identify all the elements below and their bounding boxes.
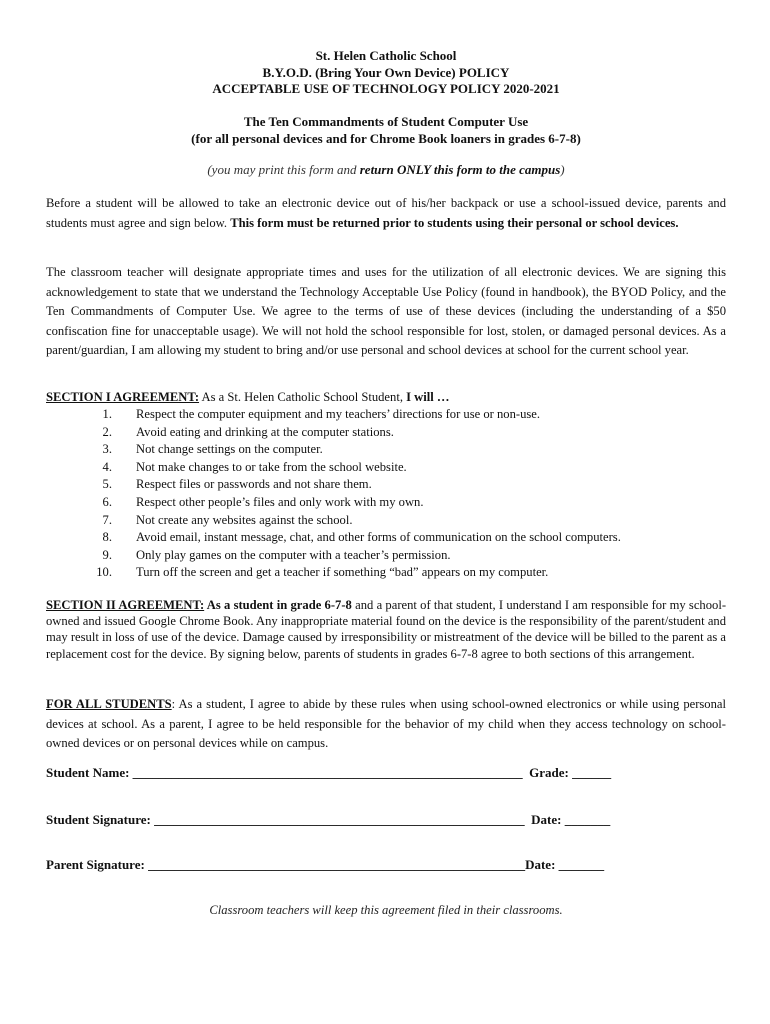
item-text: Respect the computer equipment and my teachers’ directions for use or non-use. [136,407,541,421]
item-number: 5. [102,477,112,492]
list-item [46,424,621,442]
list-item [46,512,621,530]
note-prefix: (you may print this form and [207,162,360,177]
item-text: Respect other people’s files and only work with my own. [136,494,424,509]
item-text: Not make changes to or take from the school website. [136,459,407,474]
section-two-paragraph [46,597,726,662]
item-text: Only play games on the computer with a teacher’s permission. [136,547,451,562]
item-number: 1. [102,407,112,421]
commandments-title: The Ten Commandments of Student Computer Use [243,114,529,129]
policy-title: ACCEPTABLE USE OF TECHNOLOGY POLICY 2020-2021 [212,81,560,96]
print-instruction [46,162,726,178]
item-number: 2. [102,424,112,439]
student-name-field[interactable]: Student Name: ____________________________________________________________ [46,765,523,780]
student-date-field[interactable]: Date: _______ [531,812,611,827]
section-two-text: and a parent of that student, I understand I am responsible for my school-owned and issued Google Chrome Book. Any inappropriate material found on the device is the responsibility of the parent/student and may result in loss of use of the device. Damage caused by irresponsibility or mistreatment of the device will be billed to the parent as a replacement cost for the device. By signing below, parents of students in grades 6-7-8 agree to both sections of this arrangement. [46,598,727,661]
document-subheader [46,114,726,147]
intro-paragraph [46,194,726,233]
document-header [46,48,726,98]
all-students-label: FOR ALL STUDENTS [46,697,172,711]
parent-date-field[interactable]: Date: _______ [525,857,605,872]
list-item [46,529,621,547]
list-item [46,564,621,582]
list-item [46,406,621,424]
item-number: 8. [102,530,112,545]
item-number: 6. [102,494,112,509]
acknowledgement-paragraph: The classroom teacher will designate appropriate times and uses for the utilization of all electronic devices. We are signing this acknowledgement to state that we understand the Technology Acceptable Use Policy (found in handbook), the BYOD Policy, and the Ten Commandments of Computer Use. We agree to the terms of use of these devices (including the understanding of a $50 confiscation fine for unacceptable usage). We will not hold the school responsible for lost, stolen, or damaged personal devices. As a parent/guardian, I am allowing my student to bring and/or use personal and school devices at school for the current school year. [46,265,726,357]
all-students-paragraph [46,695,726,754]
item-number: 3. [102,442,112,457]
list-item [46,547,621,565]
item-number: 10. [96,565,112,580]
section-two-lead-bold: As a student in grade 6-7-8 [204,598,352,612]
intro-bold: This form must be returned prior to students using their personal or school devices. [230,215,679,230]
list-item [46,476,621,494]
section-one-lead: As a St. Helen Catholic School Student, [199,390,407,404]
all-students-text: : As a student, I agree to abide by these rules when using school-owned electronics or while using personal devices at school. As a parent, I agree to be held responsible for the behavior of my child when they access technology on school-owned devices or on personal devices while on campus. [46,697,726,750]
student-name-line[interactable] [46,765,726,781]
item-number: 7. [102,512,112,527]
item-number: 4. [102,459,112,474]
footer-note: Classroom teachers will keep this agreement filed in their classrooms. [209,903,563,917]
parent-signature-line[interactable] [46,857,726,873]
note-bold: return ONLY this form to the campus [359,162,561,177]
list-item [46,459,621,477]
parent-signature-field[interactable]: Parent Signature: __________________________________________________________ [46,857,526,872]
scope-note: (for all personal devices and for Chrome Book loaners in grades 6-7-8) [191,130,581,146]
list-item [46,494,621,512]
item-text: Not change settings on the computer. [136,442,323,457]
section-one-lead-bold: I will … [406,390,450,404]
note-suffix: ) [560,162,565,177]
intro-text: Before a student will be allowed to take an electronic device out of his/her backpack or use a school-issued device, parents and students must agree and sign below. [46,196,726,230]
student-signature-field[interactable]: Student Signature: _________________________________________________________ [46,812,525,827]
item-text: Not create any websites against the school. [136,512,353,527]
commandments-list [46,406,621,582]
section-two-label: SECTION II AGREEMENT: [46,598,205,612]
grade-field[interactable]: Grade: ______ [529,765,612,780]
item-text: Turn off the screen and get a teacher if something “bad” appears on my computer. [136,565,549,580]
student-signature-line[interactable] [46,812,726,828]
policy-name: B.Y.O.D. (Bring Your Own Device) POLICY [262,64,510,80]
list-item [46,441,621,459]
school-name: St. Helen Catholic School [315,48,457,63]
item-text: Avoid email, instant message, chat, and other forms of communication on the school computers. [136,530,621,545]
item-number: 9. [102,547,112,562]
section-one-label: SECTION I AGREEMENT: [46,390,200,404]
item-text: Avoid eating and drinking at the computer stations. [136,424,394,439]
item-text: Respect files or passwords and not share them. [136,477,372,492]
section-one-heading [46,389,726,406]
